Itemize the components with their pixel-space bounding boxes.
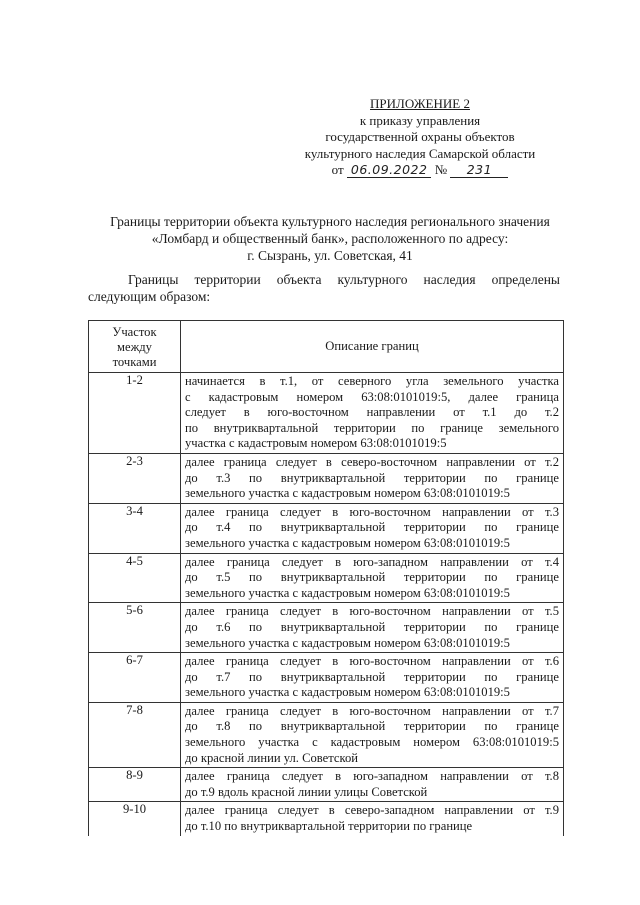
intro-line: следующим образом:: [88, 289, 211, 304]
description-cell: [181, 702, 564, 767]
order-date: 06.09.2022: [347, 163, 432, 178]
description-line: далее граница следует в юго-восточном направлении от т.5: [185, 604, 559, 619]
order-number: 231: [450, 163, 508, 178]
description-line: участка с кадастровым номером 63:08:0101019:5: [185, 436, 447, 451]
description-line: земельного участка с кадастровым номером 63:08:0101019:5: [185, 535, 510, 550]
description-line: далее граница следует в юго-восточном направлении от т.3: [185, 504, 559, 519]
description-line: далее граница следует в северо-восточном направлении от т.2: [185, 454, 559, 469]
description-line: до т.8 по внутриквартальной территории по границе: [185, 719, 559, 734]
appendix-line: к приказу управления: [359, 112, 481, 128]
header-description: Описание границ: [181, 321, 564, 373]
description-cell: [181, 653, 564, 703]
description-line: до т.6 по внутриквартальной территории по границе: [185, 619, 559, 634]
header-section: [89, 321, 181, 373]
table-row: [89, 373, 564, 454]
description-line: начинается в т.1, от северного угла земельного участка: [185, 374, 559, 388]
section-cell: 9-10: [89, 802, 181, 836]
appendix-line: государственной охраны объектов: [325, 129, 515, 144]
intro-paragraph: [88, 271, 560, 305]
heading-line: Границы территории объекта культурного наследия регионального значения: [110, 214, 550, 229]
description-line: далее граница следует в северо-западном направлении от т.9: [185, 803, 559, 818]
appendix-title: ПРИЛОЖЕНИЕ 2: [370, 96, 470, 111]
table-row: [89, 603, 564, 653]
description-line: до т.7 по внутриквартальной территории по границе: [185, 669, 559, 684]
description-line: до т.9 вдоль красной линии улицы Советской: [185, 784, 428, 799]
description-line: до т.3 по внутриквартальной территории по границе: [185, 470, 559, 485]
table-row: [89, 768, 564, 802]
section-cell: 5-6: [89, 603, 181, 653]
section-cell: 8-9: [89, 768, 181, 802]
table-row: [89, 503, 564, 553]
section-cell: 6-7: [89, 653, 181, 703]
heading-line: г. Сызрань, ул. Советская, 41: [247, 248, 413, 263]
table-row: [89, 702, 564, 767]
table-row: [89, 453, 564, 503]
section-cell: 7-8: [89, 702, 181, 767]
boundary-table: [88, 320, 564, 836]
table-row: [89, 802, 564, 836]
description-line: до т.5 по внутриквартальной территории по границе: [185, 570, 559, 585]
table-row: [89, 653, 564, 703]
description-line: следует в юго-восточном направлении от т.1 до т.2: [185, 405, 559, 420]
description-line: далее граница следует в юго-восточном направлении от т.7: [185, 703, 559, 718]
header-section-text: Участок между точками: [112, 325, 157, 369]
description-line: далее граница следует в юго-западном направлении от т.8: [185, 769, 559, 784]
description-line: далее граница следует в юго-восточном направлении от т.6: [185, 654, 559, 669]
intro-line: Границы территории объекта культурного наследия определены: [128, 272, 560, 287]
description-cell: [181, 553, 564, 603]
section-cell: 2-3: [89, 453, 181, 503]
section-cell: 3-4: [89, 503, 181, 553]
description-line: далее граница следует в юго-западном направлении от т.4: [185, 554, 559, 569]
description-cell: [181, 768, 564, 802]
section-cell: 4-5: [89, 553, 181, 603]
description-line: по внутриквартальной территории по границе земельного: [185, 420, 559, 435]
description-line: с кадастровым номером 63:08:0101019:5, далее граница: [185, 389, 559, 404]
description-line: до т.4 по внутриквартальной территории по границе: [185, 520, 559, 535]
appendix-line: культурного наследия Самарской области: [304, 145, 536, 161]
section-cell: 1-2: [89, 373, 181, 454]
table-row: [89, 553, 564, 603]
table-header-row: [89, 321, 564, 373]
description-cell: [181, 453, 564, 503]
table-body: [89, 373, 564, 836]
description-line: земельного участка с кадастровым номером 63:08:0101019:5: [185, 486, 510, 501]
appendix-header: [290, 96, 550, 179]
order-prefix: от: [331, 162, 344, 177]
description-line: до красной линии ул. Советской: [185, 750, 359, 765]
description-line: земельного участка с кадастровым номером 63:08:0101019:5: [185, 685, 510, 700]
order-number-prefix: №: [434, 162, 448, 177]
description-line: земельного участка с кадастровым номером 63:08:0101019:5: [185, 635, 510, 650]
description-line: земельного участка с кадастровым номером 63:08:0101019:5: [185, 585, 510, 600]
description-cell: [181, 802, 564, 836]
document-heading: [60, 213, 600, 264]
description-cell: [181, 503, 564, 553]
description-cell: [181, 373, 564, 454]
order-line: [290, 162, 550, 179]
description-line: до т.10 по внутриквартальной территории по границе: [185, 819, 473, 834]
description-line: земельного участка с кадастровым номером 63:08:0101019:5: [185, 735, 559, 750]
description-cell: [181, 603, 564, 653]
heading-line: «Ломбард и общественный банк», расположенного по адресу:: [151, 231, 509, 246]
